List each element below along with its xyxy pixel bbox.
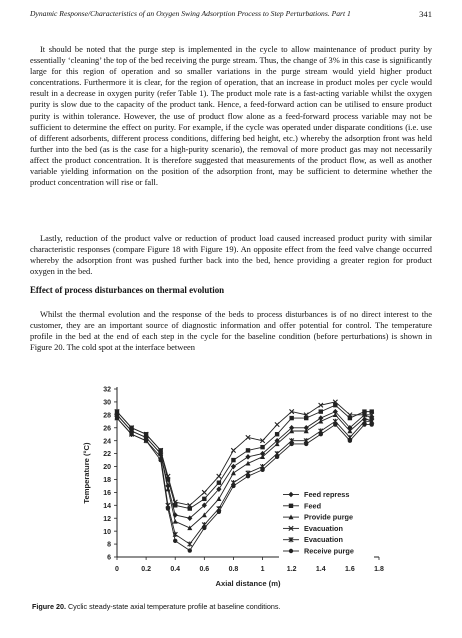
data-point-1 [289, 416, 293, 420]
data-point-2 [216, 496, 221, 501]
data-point-1 [275, 432, 279, 436]
data-point-5 [289, 442, 293, 446]
data-point-5 [173, 539, 177, 543]
y-tick-label: 8 [107, 541, 111, 549]
data-point-1 [319, 409, 323, 413]
data-point-1 [260, 445, 264, 449]
data-point-0 [245, 454, 250, 460]
x-tick-label: 0 [115, 566, 119, 573]
x-tick-label: 1.2 [286, 566, 297, 573]
data-point-5 [362, 422, 366, 426]
x-tick-label: 1.6 [345, 566, 355, 573]
x-axis-label: Axial distance (m) [215, 579, 281, 588]
legend-entry: Evacuation [304, 523, 343, 533]
data-point-4 [188, 541, 192, 546]
figure-caption-text: Cyclic steady-state axial temperature profile at baseline conditions. [67, 602, 281, 611]
data-point-5 [275, 455, 279, 459]
data-point-5 [333, 422, 337, 426]
data-point-5 [231, 484, 235, 488]
section-heading: Effect of process disturbances on thermal evolution [30, 285, 225, 295]
data-point-3 [275, 422, 279, 426]
page-number: 341 [419, 9, 432, 19]
data-point-5 [260, 468, 264, 472]
x-tick-label: 1 [260, 566, 265, 573]
data-point-5 [319, 432, 323, 436]
data-point-3 [231, 448, 235, 452]
data-point-5 [370, 422, 374, 426]
legend-marker [289, 549, 293, 553]
data-point-5 [129, 432, 133, 436]
figure-caption [32, 602, 432, 611]
figure-label: Figure 20. [32, 602, 66, 611]
legend-entry: Feed [304, 501, 322, 511]
y-tick-label: 30 [103, 399, 111, 407]
legend-marker [289, 504, 293, 508]
y-tick-label: 16 [103, 489, 111, 497]
legend-entry: Provide purge [304, 512, 354, 522]
data-point-2 [173, 519, 178, 524]
y-tick-label: 6 [107, 554, 111, 562]
data-point-5 [144, 438, 148, 442]
data-point-2 [231, 470, 236, 475]
legend-entry: Evacuation [304, 535, 343, 545]
y-tick-label: 10 [103, 528, 111, 536]
legend-entry: Feed repress [304, 490, 350, 499]
data-point-5 [202, 526, 206, 530]
y-tick-label: 18 [103, 477, 111, 485]
y-tick-label: 20 [103, 464, 111, 472]
data-point-1 [202, 497, 206, 501]
data-point-5 [115, 416, 119, 420]
y-tick-label: 22 [103, 451, 111, 459]
y-tick-label: 26 [103, 425, 111, 433]
x-tick-label: 0.4 [170, 566, 181, 573]
x-tick-label: 1.8 [374, 566, 384, 573]
data-point-0 [231, 464, 236, 470]
paragraph-purge-step: It should be noted that the purge step is implemented in the cycle to allow maintenance of product purity by essentially ‘cleaning’ the top of the bed receiving the purge stream. Thus, the change of 3% in this case is significantly large for this region of operation and so smaller variations in the purge stream would yield higher product concentrations. Furthermore it is clear, for the region of operation, that an increase in product moles per cycle would result in a decrease in oxygen purity (refer Table 1). The product mole rate is a fast-acting variable whilst the oxygen purity is slow due to the capacity of the product tank. Hence, a feed-forward action can be utilised to ensure product purity is within tolerance. However, the use of product flow alone as a feed-forward process variable may not be sufficient to determine the effect on purity. For example, if the cycle was operated under disparate conditions (i.e. use of different adsorbents, different process conditions, differing bed height, etc.) whereby the adsorption front was held further into the bed (as is the case for a high-purity scenario), the removal of more product gas may not necessarily affect the product concentration. It is therefore suggested that measurements of the product flow, as well as another variable yielding information on the position of the adsorption front, may be sufficient to determine whether the product concentration will rise or fall. [30, 44, 432, 188]
data-point-5 [348, 438, 352, 442]
data-point-5 [166, 506, 170, 510]
legend-entry: Receive purge [304, 546, 354, 556]
data-point-1 [217, 480, 221, 484]
y-tick-label: 12 [103, 515, 111, 523]
data-point-3 [202, 490, 206, 494]
y-tick-label: 32 [103, 386, 111, 394]
data-point-5 [158, 458, 162, 462]
data-point-5 [246, 474, 250, 478]
running-title: Dynamic Response/Characteristics of an Oxygen Swing Adsorption Process to Step Perturbations. Part 1 [30, 9, 351, 18]
y-tick-label: 14 [103, 502, 111, 510]
data-point-5 [304, 442, 308, 446]
y-tick-label: 28 [103, 412, 111, 420]
x-tick-label: 1.4 [315, 566, 326, 573]
data-point-5 [217, 510, 221, 514]
y-tick-label: 24 [103, 438, 111, 446]
data-point-1 [231, 458, 235, 462]
paragraph-thermal-evolution: Whilst the thermal evolution and the response of the beds to process disturbances is of no direct interest to the customer, they are an important source of diagnostic information and offer potential for control. The temperature profile in the bed at the end of each step in the cycle for the baseline condition (before perturbations) is shown in Figure 20. The cold spot at the interface between [30, 309, 432, 353]
y-axis-label: Temperature (°C) [82, 442, 91, 504]
data-point-1 [246, 448, 250, 452]
data-point-2 [246, 461, 251, 466]
x-tick-label: 0.2 [141, 566, 151, 573]
data-point-3 [217, 474, 221, 478]
x-tick-label: 0.6 [199, 566, 210, 573]
data-point-5 [188, 548, 192, 552]
x-tick-label: 0.8 [228, 566, 239, 573]
paragraph-product-valve: Lastly, reduction of the product valve or reduction of product load caused increased product purity with similar characteristic responses (compare Figure 18 with Figure 19). An opposite effect from the feed valve change occurred whereby the adsorption front was pushed further back into the bed, hence providing a greater region for product oxygen in the bed. [30, 233, 432, 277]
